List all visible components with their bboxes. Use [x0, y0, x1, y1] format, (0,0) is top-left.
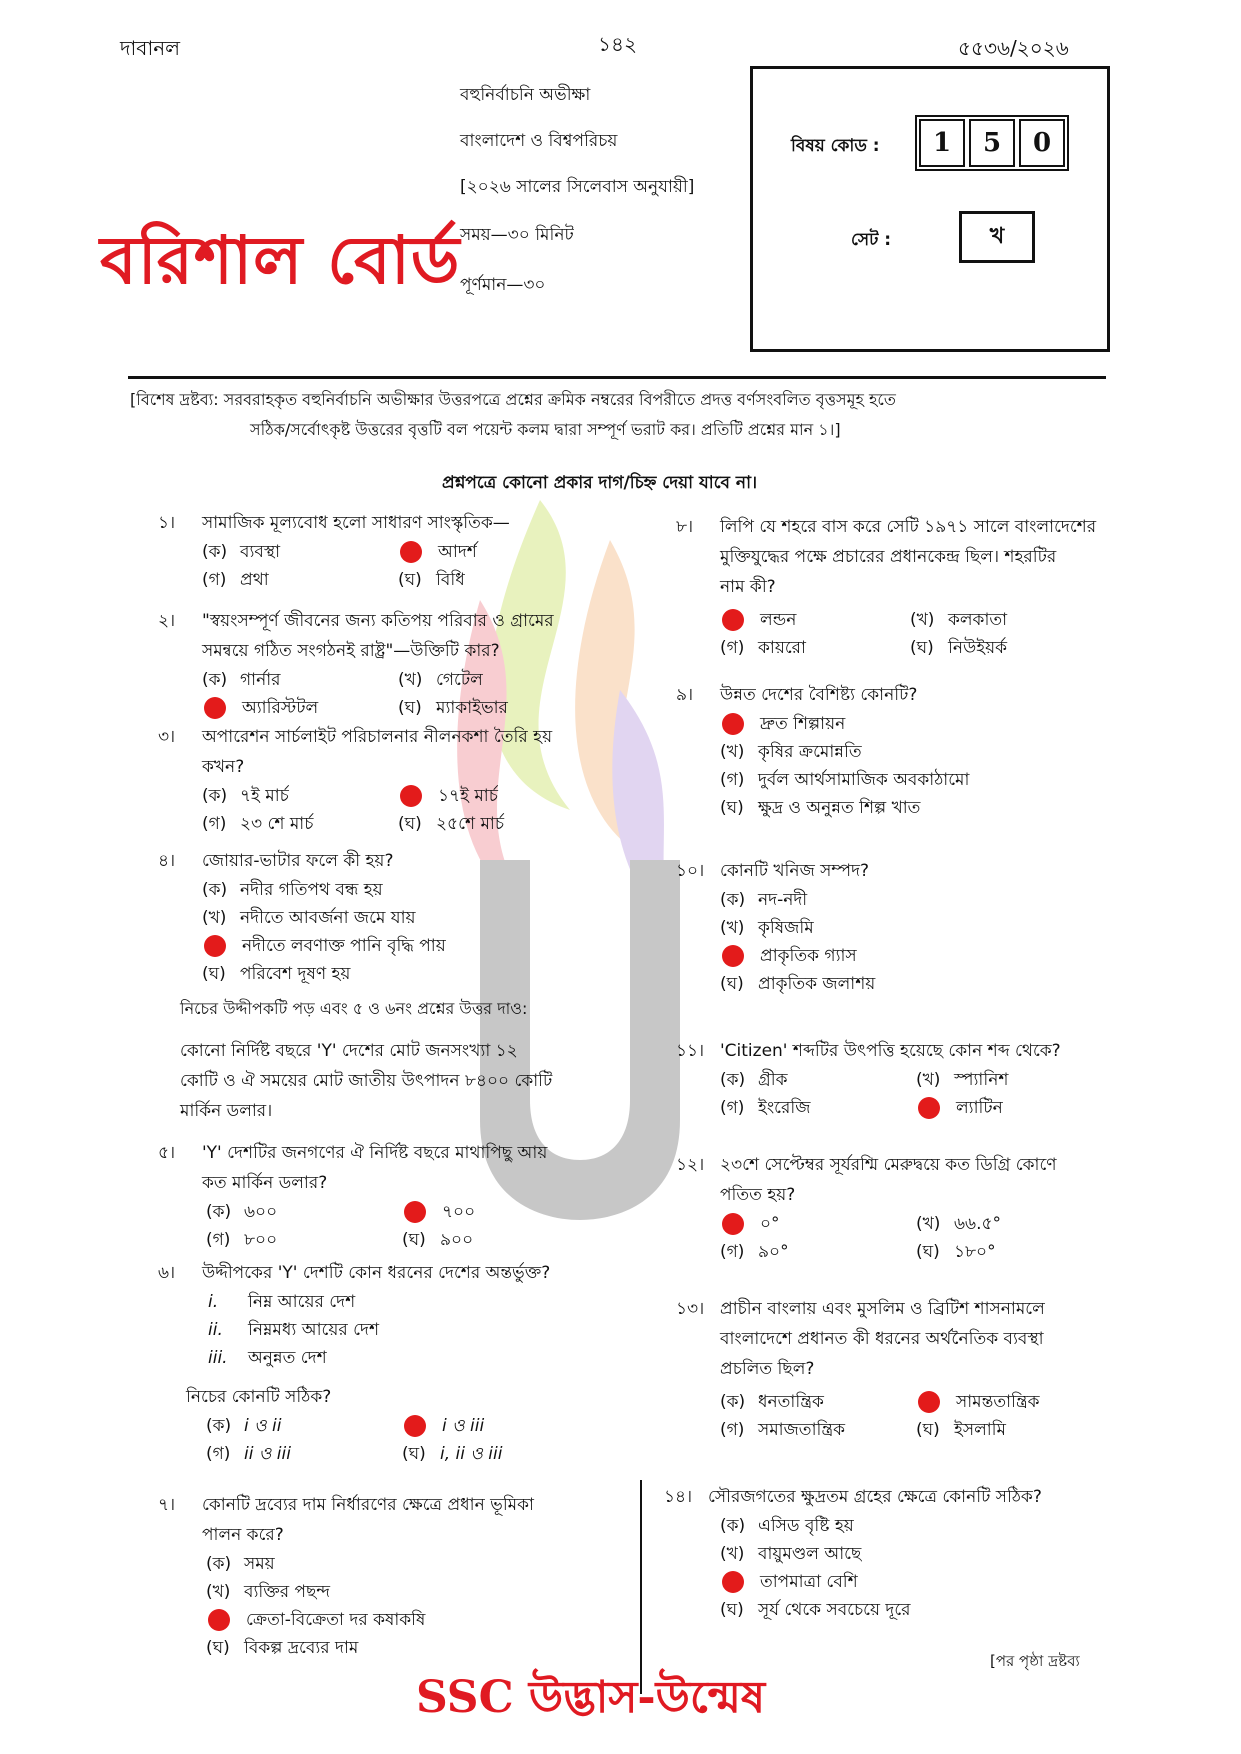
option-label: (ঘ): [402, 1230, 426, 1250]
option-text: গার্নার: [240, 670, 281, 690]
question-text: 'Citizen' শব্দটির উৎপত্তি হয়েছে কোন শব্দ থেকে?: [720, 1041, 1061, 1061]
option-label: (খ): [916, 1070, 941, 1090]
answer-dot: [722, 713, 744, 735]
option-label: (ক): [720, 1392, 746, 1412]
question-11: [676, 1036, 1126, 1122]
question-7: [158, 1490, 628, 1662]
option-label: (গ): [720, 1420, 745, 1440]
option-label: (ঘ): [202, 964, 226, 984]
question-text: লিপি যে শহরে বাস করে সেটি ১৯৭১ সালে বাংলাদেশের: [720, 517, 1097, 537]
option-text: ৭০০: [442, 1202, 476, 1222]
code-digit: 1: [919, 119, 965, 167]
full-marks: পূর্ণমান—৩০: [460, 275, 546, 295]
option-label: (গ): [720, 1242, 745, 1262]
option-label: (খ): [916, 1214, 941, 1234]
option-label: (ঘ): [206, 1638, 230, 1658]
question-number: ৭।: [158, 1495, 176, 1515]
question-5: [158, 1138, 618, 1254]
option-text: সামন্ততান্ত্রিক: [956, 1392, 1040, 1412]
question-number: ১০।: [676, 861, 705, 881]
option-text: প্রথা: [240, 570, 269, 590]
header-divider: [128, 376, 1106, 379]
answer-dot: [208, 1609, 230, 1631]
option-label: (ক): [206, 1416, 232, 1436]
question-number: ১।: [158, 513, 176, 533]
option-text: ৬৬.৫°: [954, 1214, 1002, 1234]
question-6: [158, 1258, 628, 1468]
option-label: (ঘ): [910, 638, 934, 658]
question-text: কোনটি খনিজ সম্পদ?: [720, 861, 870, 881]
option-label: (ঘ): [398, 698, 422, 718]
option-label: (খ): [720, 1544, 745, 1564]
option-label: (খ): [202, 908, 227, 928]
answer-dot: [722, 1571, 744, 1593]
option-text: সমাজতান্ত্রিক: [758, 1420, 846, 1440]
question-number: ১১।: [676, 1041, 705, 1061]
option-text: i, ii ও iii: [440, 1444, 503, 1464]
question-8: [676, 512, 1116, 662]
option-label: (গ): [720, 638, 745, 658]
option-text: ৮০০: [244, 1230, 278, 1250]
option-text: কায়রো: [758, 638, 806, 658]
option-text: দুর্বল আর্থসামাজিক অবকাঠামো: [758, 770, 970, 790]
option-text: স্প্যানিশ: [954, 1070, 1009, 1090]
question-number: ১২।: [676, 1155, 705, 1175]
option-label: (ক): [206, 1202, 232, 1222]
option-label: (ক): [720, 1516, 746, 1536]
option-label: (ক): [202, 786, 228, 806]
option-text: ৯০°: [758, 1242, 789, 1262]
question-10: [676, 856, 1116, 998]
question-text: উন্নত দেশের বৈশিষ্ট্য কোনটি?: [720, 685, 918, 705]
option-text: ব্যবস্থা: [240, 542, 281, 562]
question-text: উদ্দীপকের 'Y' দেশটি কোন ধরনের দেশের অন্তর্ভুক্ত?: [202, 1263, 551, 1283]
option-text: নদ-নদী: [758, 890, 808, 910]
option-label: (ক): [720, 890, 746, 910]
code-digit: 0: [1019, 119, 1065, 167]
option-label: (ঘ): [916, 1420, 940, 1440]
page-number: ১৪২: [598, 32, 637, 56]
notice-warning: প্রশ্নপত্রে কোনো প্রকার দাগ/চিহ্ন দেয়া যাবে না।: [442, 473, 758, 493]
option-label: (ক): [720, 1070, 746, 1090]
question-2: [158, 606, 618, 722]
question-text: সমন্বয়ে গঠিত সংগঠনই রাষ্ট্র"—উক্তিটি কার?: [202, 641, 500, 661]
question-text: অপারেশন সার্চলাইট পরিচালনার নীলনকশা তৈরি হয়: [202, 727, 553, 747]
option-text: কৃষিজমি: [758, 918, 814, 938]
option-text: ল্যাটিন: [956, 1098, 1003, 1118]
option-text: গ্রীক: [758, 1070, 788, 1090]
option-text: ক্ষুদ্র ও অনুন্নত শিল্প খাত: [758, 798, 921, 818]
question-text: সৌরজগতের ক্ষুদ্রতম গ্রহের ক্ষেত্রে কোনটি সঠিক?: [708, 1487, 1042, 1507]
answer-dot: [204, 697, 226, 719]
option-text: ইংরেজি: [758, 1098, 811, 1118]
statement-text: অনুন্নত দেশ: [248, 1348, 327, 1368]
option-label: (ঘ): [398, 570, 422, 590]
question-text: জোয়ার-ভাটার ফলে কী হয়?: [202, 851, 394, 871]
question-text: কত মার্কিন ডলার?: [202, 1173, 328, 1193]
statement-label: iii.: [208, 1348, 228, 1368]
answer-dot: [400, 785, 422, 807]
option-text: আদর্শ: [438, 542, 477, 562]
question-number: ৫।: [158, 1143, 176, 1163]
stimulus-line: মার্কিন ডলার।: [180, 1101, 273, 1121]
option-label: (খ): [206, 1582, 231, 1602]
answer-dot: [204, 935, 226, 957]
subject-code-digits: [915, 115, 1069, 171]
option-text: প্রাকৃতিক জলাশয়: [758, 974, 876, 994]
option-label: (খ): [720, 742, 745, 762]
stimulus-text: [180, 1036, 610, 1126]
option-label: (ক): [202, 542, 228, 562]
question-text: প্রচলিত ছিল?: [720, 1359, 815, 1379]
option-label: (গ): [206, 1444, 231, 1464]
set-value: খ: [959, 211, 1035, 263]
option-text: ৭ই মার্চ: [240, 786, 289, 806]
answer-dot: [722, 945, 744, 967]
question-number: ৮।: [676, 517, 694, 537]
notice-line-1: [বিশেষ দ্রষ্টব্য: সরবরাহকৃত বহুনির্বাচনি অভীক্ষার উত্তরপত্রে প্রশ্নের ক্রমিক নম্বরের বিপরীতে প্রদত্ত বর্ণসংবলিত বৃত্তসমূহ হতে: [130, 390, 896, 409]
next-page-note: [পর পৃষ্ঠা দ্রষ্টব্য: [990, 1652, 1080, 1670]
option-text: কৃষির ক্রমোন্নতি: [758, 742, 862, 762]
question-number: ২।: [158, 611, 176, 631]
answer-dot: [918, 1391, 940, 1413]
option-text: নিউইয়র্ক: [948, 638, 1008, 658]
option-label: (ঘ): [720, 1600, 744, 1620]
board-title: বরিশাল বোর্ড: [100, 221, 461, 299]
question-text: 'Y' দেশটির জনগণের ঐ নির্দিষ্ট বছরে মাথাপিছু আয়: [202, 1143, 548, 1163]
option-label: (খ): [398, 670, 423, 690]
answer-dot: [722, 609, 744, 631]
option-text: i ও iii: [442, 1416, 485, 1436]
answer-dot: [722, 1213, 744, 1235]
option-text: দ্রুত শিল্পায়ন: [760, 714, 846, 734]
option-text: ধনতান্ত্রিক: [758, 1392, 824, 1412]
option-text: প্রাকৃতিক গ্যাস: [760, 946, 857, 966]
question-text: "স্বয়ংসম্পূর্ণ জীবনের জন্য কতিপয় পরিবার ও গ্রামের: [202, 611, 554, 631]
question-9: [676, 680, 1116, 822]
answer-dot: [400, 541, 422, 563]
exam-type: বহুনির্বাচনি অভীক্ষা: [460, 85, 591, 105]
option-text: ৯০০: [440, 1230, 474, 1250]
option-text: লন্ডন: [760, 610, 797, 630]
question-text: বাংলাদেশে প্রধানত কী ধরনের অর্থনৈতিক ব্যবস্থা: [720, 1329, 1044, 1349]
question-number: ১৩।: [676, 1299, 705, 1319]
option-text: ০°: [760, 1214, 780, 1234]
option-text: ৬০০: [244, 1202, 278, 1222]
option-text: গেটেল: [436, 670, 483, 690]
subject-name: বাংলাদেশ ও বিশ্বপরিচয়: [460, 131, 618, 151]
question-text: সামাজিক মূল্যবোধ হলো সাধারণ সাংস্কৃতিক—: [202, 513, 510, 533]
option-label: (গ): [720, 770, 745, 790]
publisher-footer: SSC উদ্ভাস-উন্মেষ: [416, 1672, 766, 1723]
question-number: ৬।: [158, 1263, 176, 1283]
option-label: (ঘ): [402, 1444, 426, 1464]
question-number: ৩।: [158, 727, 176, 747]
option-text: পরিবেশ দূষণ হয়: [240, 964, 351, 984]
option-text: এসিড বৃষ্টি হয়: [758, 1516, 854, 1536]
statement-label: ii.: [208, 1320, 223, 1340]
stimulus-line: কোটি ও ঐ সময়ের মোট জাতীয় উৎপাদন ৮৪০০ কোটি: [180, 1071, 553, 1091]
syllabus: [২০২৬ সালের সিলেবাস অনুযায়ী]: [460, 177, 695, 197]
time: সময়—৩০ মিনিট: [460, 225, 574, 245]
option-text: সূর্য থেকে সবচেয়ে দূরে: [758, 1600, 911, 1620]
column-divider: [640, 1480, 642, 1694]
question-1: [158, 508, 618, 594]
option-text: ইসলামি: [954, 1420, 1006, 1440]
option-text: বিধি: [436, 570, 465, 590]
answer-dot: [404, 1415, 426, 1437]
subject-code-label: বিষয় কোড :: [791, 136, 880, 156]
subject-code-box: [750, 66, 1110, 352]
code-digit: 5: [969, 119, 1015, 167]
option-label: (গ): [202, 814, 227, 834]
set-label: সেট :: [851, 230, 892, 250]
stimulus-line: কোনো নির্দিষ্ট বছরে 'Y' দেশের মোট জনসংখ্যা ১২: [180, 1041, 518, 1061]
question-text: পতিত হয়?: [720, 1185, 796, 1205]
option-text: বিকল্প দ্রব্যের দাম: [244, 1638, 359, 1658]
option-label: (ক): [206, 1554, 232, 1574]
question-number: ৯।: [676, 685, 694, 705]
question-number: ৪।: [158, 851, 176, 871]
option-label: (গ): [202, 570, 227, 590]
option-text: ব্যক্তির পছন্দ: [244, 1582, 331, 1602]
option-label: (গ): [720, 1098, 745, 1118]
option-text: নদীর গতিপথ বন্ধ হয়: [240, 880, 383, 900]
question-text: মুক্তিযুদ্ধের পক্ষে প্রচারের প্রধানকেন্দ্র ছিল। শহরটির: [720, 547, 1057, 567]
option-label: (ক): [202, 880, 228, 900]
question-text: পালন করে?: [202, 1525, 284, 1545]
statement-label: i.: [208, 1292, 219, 1312]
option-text: অ্যারিস্টটল: [242, 698, 319, 718]
option-text: সময়: [244, 1554, 275, 1574]
question-text: ২৩শে সেপ্টেম্বর সূর্যরশ্মি মেরুদ্বয়ে কত ডিগ্রি কোণে: [720, 1155, 1057, 1175]
option-text: ১৮০°: [954, 1242, 996, 1262]
option-text: ২৫শে মার্চ: [436, 814, 504, 834]
option-text: নদীতে লবণাক্ত পানি বৃদ্ধি পায়: [242, 936, 446, 956]
question-text: নাম কী?: [720, 577, 776, 597]
header-left: দাবানল: [120, 36, 181, 60]
question-14: [664, 1482, 1124, 1624]
question-number: ১৪।: [664, 1487, 693, 1507]
question-text: প্রাচীন বাংলায় এবং মুসলিম ও ব্রিটিশ শাসনামলে: [720, 1299, 1045, 1319]
stimulus-intro: নিচের উদ্দীপকটি পড় এবং ৫ ও ৬নং প্রশ্নের উত্তর দাও:: [180, 999, 528, 1018]
option-text: ম্যাকাইভার: [436, 698, 508, 718]
option-text: ক্রেতা-বিক্রেতা দর কষাকষি: [246, 1610, 426, 1630]
option-label: (গ): [206, 1230, 231, 1250]
question-13: [676, 1294, 1126, 1444]
option-text: i ও ii: [244, 1416, 282, 1436]
option-text: কলকাতা: [948, 610, 1008, 630]
option-text: ১৭ই মার্চ: [438, 786, 498, 806]
question-3: [158, 722, 618, 838]
answer-dot: [404, 1201, 426, 1223]
header-right: ৫৫৩৬/২০২৬: [958, 36, 1069, 60]
question-4: [158, 846, 618, 988]
option-label: (ঘ): [720, 798, 744, 818]
option-text: তাপমাত্রা বেশি: [760, 1572, 858, 1592]
statement-text: নিম্নমধ্য আয়ের দেশ: [248, 1320, 380, 1340]
question-12: [676, 1150, 1126, 1266]
answer-dot: [918, 1097, 940, 1119]
notice-line-2: সঠিক/সর্বোৎকৃষ্ট উত্তরের বৃত্তটি বল পয়েন্ট কলম দ্বারা সম্পূর্ণ ভরাট কর। প্রতিটি প্রশ্নের মান ১।]: [250, 420, 841, 439]
option-label: (ক): [202, 670, 228, 690]
option-text: বায়ুমণ্ডল আছে: [758, 1544, 862, 1564]
option-label: (ঘ): [398, 814, 422, 834]
option-label: (খ): [720, 918, 745, 938]
question-text: কখন?: [202, 757, 245, 777]
option-text: ii ও iii: [244, 1444, 291, 1464]
question-ask: নিচের কোনটি সঠিক?: [186, 1387, 332, 1407]
question-text: কোনটি দ্রব্যের দাম নির্ধারণের ক্ষেত্রে প্রধান ভূমিকা: [202, 1495, 534, 1515]
option-label: (ঘ): [916, 1242, 940, 1262]
option-text: ২৩ শে মার্চ: [240, 814, 314, 834]
statement-text: নিম্ন আয়ের দেশ: [248, 1292, 356, 1312]
option-label: (খ): [910, 610, 935, 630]
option-label: (ঘ): [720, 974, 744, 994]
option-text: নদীতে আবর্জনা জমে যায়: [240, 908, 416, 928]
